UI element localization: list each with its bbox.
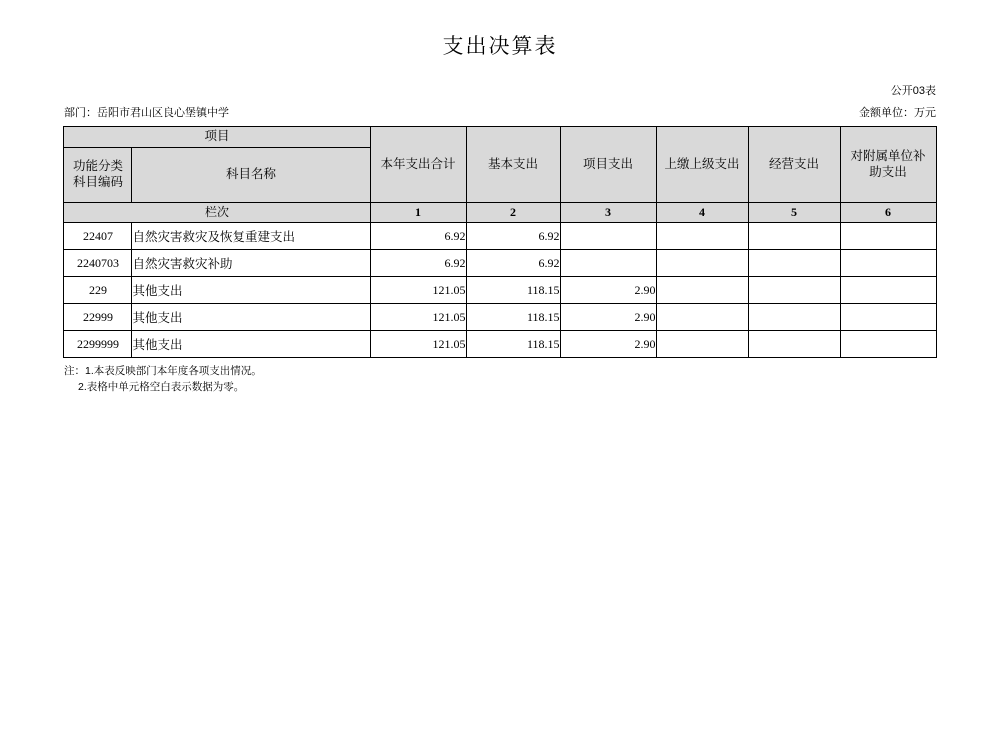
cell-subsidy bbox=[840, 223, 936, 250]
cell-basic: 118.15 bbox=[466, 277, 560, 304]
cell-business bbox=[748, 250, 840, 277]
header-upper: 上缴上级支出 bbox=[656, 127, 748, 203]
cell-project: 2.90 bbox=[560, 304, 656, 331]
form-code: 公开03表 bbox=[890, 85, 936, 97]
cell-subsidy bbox=[840, 250, 936, 277]
cell-upper bbox=[656, 277, 748, 304]
table-notes bbox=[64, 363, 936, 396]
cell-upper bbox=[656, 223, 748, 250]
rank-3: 3 bbox=[560, 203, 656, 223]
header-function-code bbox=[64, 148, 132, 203]
header-subsidy-line2: 助支出 bbox=[869, 164, 907, 179]
header-project: 项目支出 bbox=[560, 127, 656, 203]
header-subsidy bbox=[840, 127, 936, 203]
cell-basic: 6.92 bbox=[466, 250, 560, 277]
header-business: 经营支出 bbox=[748, 127, 840, 203]
cell-upper bbox=[656, 250, 748, 277]
cell-basic: 118.15 bbox=[466, 304, 560, 331]
table-row bbox=[64, 277, 936, 304]
header-basic: 基本支出 bbox=[466, 127, 560, 203]
rank-label: 栏次 bbox=[64, 203, 370, 223]
table-row bbox=[64, 250, 936, 277]
meta-block bbox=[0, 82, 1000, 120]
cell-project bbox=[560, 250, 656, 277]
cell-total: 6.92 bbox=[370, 250, 466, 277]
cell-total: 121.05 bbox=[370, 304, 466, 331]
cell-name: 其他支出 bbox=[132, 277, 370, 304]
header-function-code-line1: 功能分类 bbox=[72, 159, 123, 174]
cell-project: 2.90 bbox=[560, 277, 656, 304]
header-subsidy-line1: 对附属单位补 bbox=[850, 148, 926, 163]
header-subject-name: 科目名称 bbox=[132, 148, 370, 203]
cell-subsidy bbox=[840, 331, 936, 358]
page bbox=[0, 30, 1000, 736]
meta-row-form-code bbox=[64, 82, 936, 98]
meta-row-department bbox=[64, 104, 936, 120]
header-group-item: 项目 bbox=[64, 127, 370, 148]
cell-business bbox=[748, 304, 840, 331]
cell-total: 121.05 bbox=[370, 277, 466, 304]
cell-business bbox=[748, 331, 840, 358]
header-total: 本年支出合计 bbox=[370, 127, 466, 203]
table-header-group-row bbox=[64, 127, 936, 148]
cell-total: 121.05 bbox=[370, 331, 466, 358]
table-row bbox=[64, 331, 936, 358]
cell-project bbox=[560, 223, 656, 250]
note-line-2: 2.表格中单元格空白表示数据为零。 bbox=[78, 381, 245, 394]
cell-name: 其他支出 bbox=[132, 331, 370, 358]
cell-subsidy bbox=[840, 304, 936, 331]
amount-unit: 金额单位：万元 bbox=[859, 107, 936, 119]
department-label: 部门：岳阳市君山区良心堡镇中学 bbox=[64, 107, 229, 119]
table-rank-row bbox=[64, 203, 936, 223]
note-line-1: 注：1.本表反映部门本年度各项支出情况。 bbox=[64, 365, 262, 377]
rank-6: 6 bbox=[840, 203, 936, 223]
rank-2: 2 bbox=[466, 203, 560, 223]
header-function-code-line2: 科目编码 bbox=[72, 175, 123, 189]
cell-upper bbox=[656, 304, 748, 331]
cell-code: 2299999 bbox=[64, 331, 132, 358]
cell-basic: 6.92 bbox=[466, 223, 560, 250]
cell-name: 自然灾害救灾及恢复重建支出 bbox=[132, 223, 370, 250]
cell-code: 22407 bbox=[64, 223, 132, 250]
cell-basic: 118.15 bbox=[466, 331, 560, 358]
cell-business bbox=[748, 277, 840, 304]
expenditure-table bbox=[63, 126, 936, 358]
rank-5: 5 bbox=[748, 203, 840, 223]
cell-business bbox=[748, 223, 840, 250]
cell-subsidy bbox=[840, 277, 936, 304]
cell-name: 其他支出 bbox=[132, 304, 370, 331]
cell-code: 22999 bbox=[64, 304, 132, 331]
page-title: 支出决算表 bbox=[442, 35, 558, 58]
cell-project: 2.90 bbox=[560, 331, 656, 358]
cell-upper bbox=[656, 331, 748, 358]
cell-code: 2240703 bbox=[64, 250, 132, 277]
cell-total: 6.92 bbox=[370, 223, 466, 250]
rank-4: 4 bbox=[656, 203, 748, 223]
cell-name: 自然灾害救灾补助 bbox=[132, 250, 370, 277]
table-row bbox=[64, 304, 936, 331]
table-row bbox=[64, 223, 936, 250]
cell-code: 229 bbox=[64, 277, 132, 304]
rank-1: 1 bbox=[370, 203, 466, 223]
